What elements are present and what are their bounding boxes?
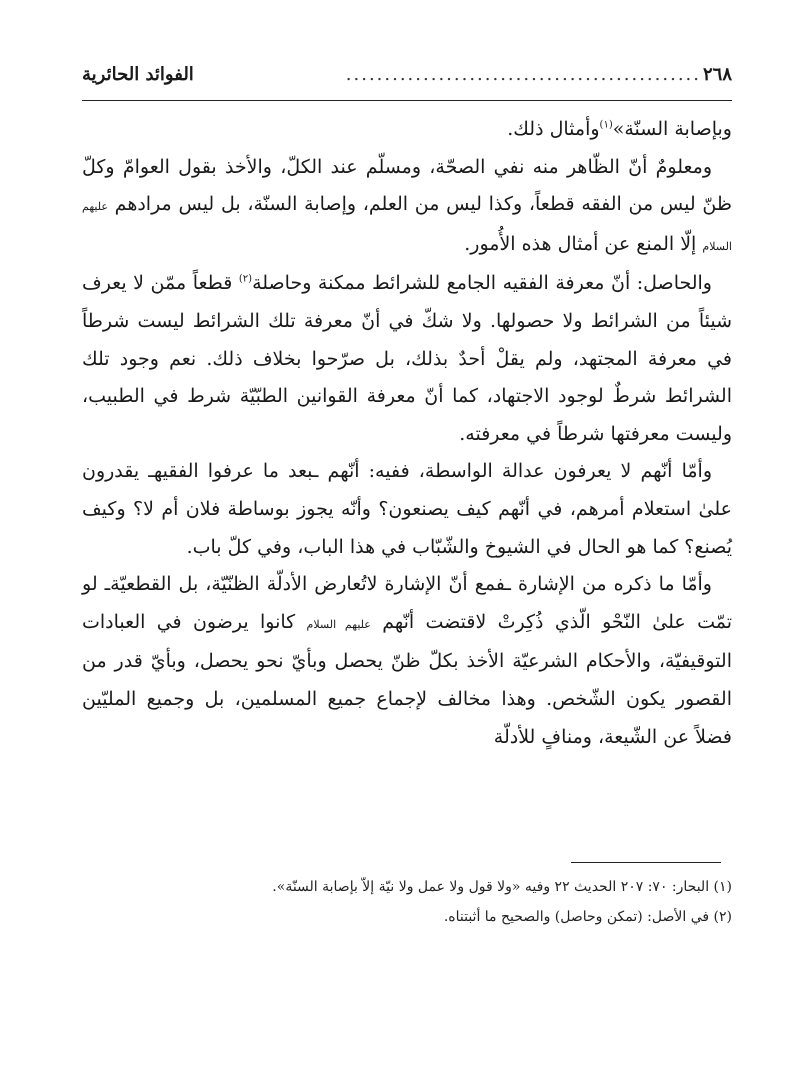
paragraph-text: ومعلومٌ أنّ الظّاهر منه نفي الصحّة، ومسلّم عند الكلّ، والأخذ بقول العوامّ وكلّ ظنّ ليس من الفقه قطعاً، وكذا ليس من العلم، وإصابة السنّة، بل ليس مرادهم <box>82 155 732 216</box>
paragraph <box>82 265 732 453</box>
footnote-divider <box>571 862 721 863</box>
paragraph <box>82 566 732 756</box>
footnotes <box>82 872 732 932</box>
paragraph-text: إلّا المنع عن أمثال هذه الأُمور. <box>464 232 697 255</box>
paragraph-text: قطعاً ممّن لا يعرف شيئاً من الشرائط ولا حصولها. ولا شكّ في أنّ معرفة تلك الشرائط ليست شرطاً في معرفة المجتهد، ولم يقلْ أحدٌ بذلك، بل صرّحوا بخلاف ذلك. نعم وجود تلك الشرائط شرطٌ لوجود الاجتهاد، كما أنّ معرفة القوانين الطبّيّة شرط في الطبيب، وليست معرفتها شرطاً في معرفته. <box>82 272 732 445</box>
footnote: (١) البحار: ٧٠: ٢٠٧ الحديث ٢٢ وفيه «ولا قول ولا عمل ولا نيّة إلاّ بإصابة السنّة». <box>272 879 732 895</box>
leader-dots: .............................................. <box>345 64 701 85</box>
paragraph-text: كانوا يرضون في العبادات التوقيفيّة، والأحكام الشرعيّة الأخذ بكلّ ظنّ يحصل وبأيّ نحو يحصل، وبأيّ قدر من القصور يكون الشّخص. وهذا مخالف لإجماع جميع المسلمين، بل وجميع المليّين فضلاً عن الشّيعة، ومنافٍ للأدلّة <box>82 610 732 748</box>
paragraph-text: وأمّا ما ذكره من الإشارة ـفمع أنّ الإشارة لاتُعارض الأدلّة الظنّيّة، بل القطعيّةـ لو تمّت علىٰ النّحْو الّذي ذُكِرتْ لاقتضت أنّهم <box>82 573 733 633</box>
blessing-phrase: عليهم السلام <box>306 617 371 631</box>
footnote-ref: (١) <box>599 119 613 131</box>
paragraph-text: والحاصل: أنّ معرفة الفقيه الجامع للشرائط ممكنة وحاصلة <box>252 272 712 295</box>
paragraph-text: وأمثال ذلك. <box>507 118 600 140</box>
paragraph <box>82 149 732 266</box>
footnote-ref: (٢) <box>238 274 253 286</box>
paragraph-text: وبإصابة السنّة» <box>612 118 732 140</box>
body-text <box>82 111 732 756</box>
blessing-phrase: عليهم السلام <box>82 200 732 253</box>
page-number: ٢٦٨ <box>702 64 732 85</box>
footnote: (٢) في الأصل: (تمكن وحاصل) والصحيح ما أثبتناه. <box>443 909 732 925</box>
paragraph <box>82 453 732 566</box>
paragraph <box>82 111 732 149</box>
paragraph-text: وأمّا أنّهم لا يعرفون عدالة الواسطة، ففيه: أنّهم ـبعد ما عرفوا الفقيهـ يقدرون علىٰ استعلام أمرهم، في أنّهم كيف يصنعون؟ وأنّه يجوز بوساطة فلان أم لا؟ وكيف يُصنع؟ كما هو الحال في الشيوخ والشّبّاب في هذا الباب، وفي كلّ باب. <box>82 460 732 558</box>
running-head <box>82 64 732 101</box>
page <box>82 64 732 756</box>
book-title: الفوائد الحائرية <box>82 64 194 85</box>
